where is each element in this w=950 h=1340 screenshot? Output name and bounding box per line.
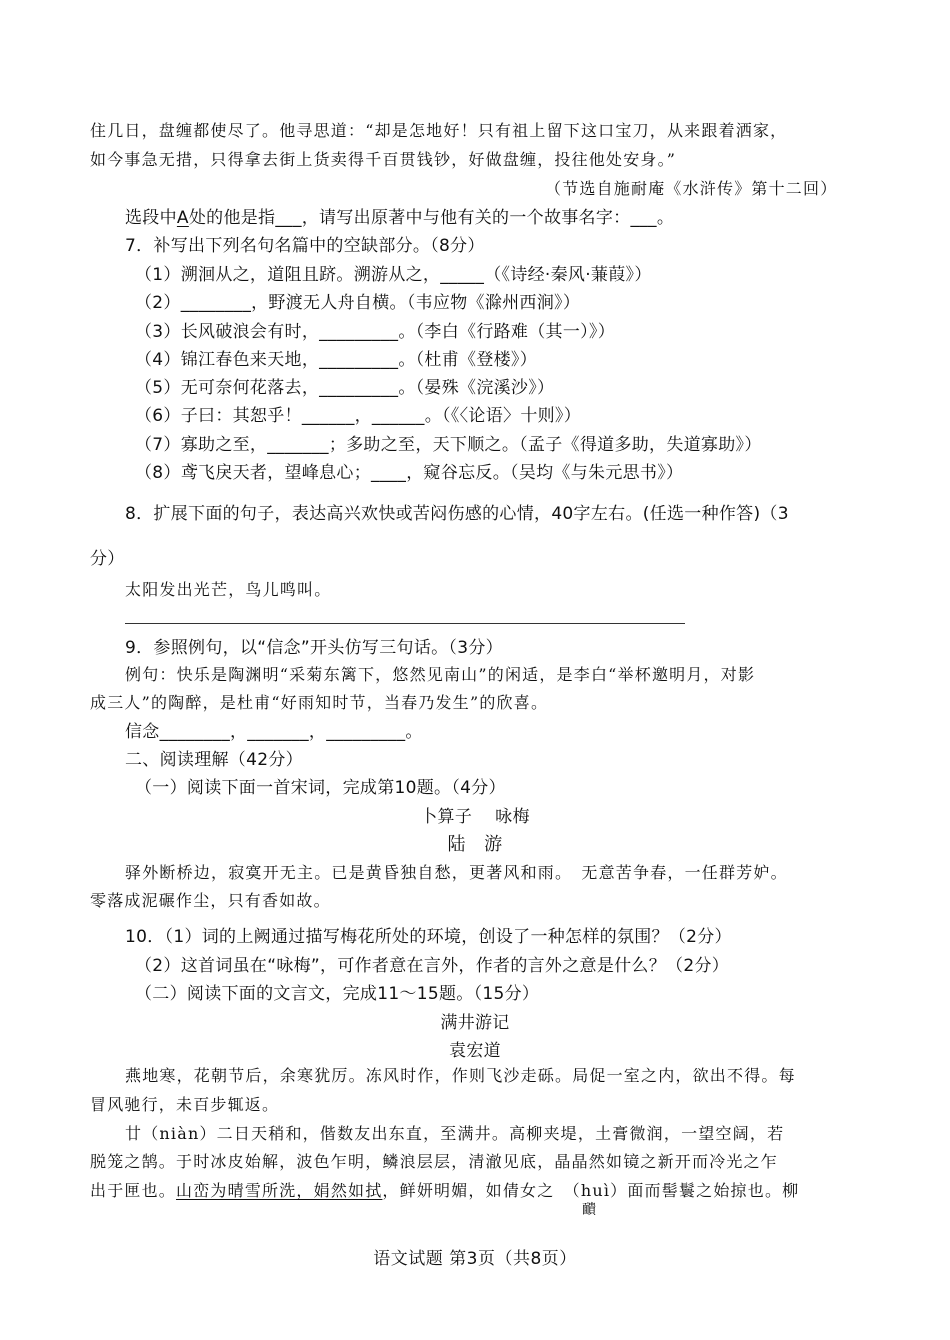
question-8-title-cont: 分） (90, 549, 125, 569)
question-7-item: （4）锦江春色来天地，_________。（杜甫《登楼》） (135, 350, 538, 370)
passage-line: 住几日，盘缠都使尽了。他寻思道：“却是怎地好！只有祖上留下这口宝刀，从来跟着洒家， (90, 121, 788, 140)
part-title: （二）阅读下面的文言文，完成11～15题。（15分） (135, 984, 540, 1004)
question-9-answer: 信念________，_______，_________。 (125, 722, 423, 742)
question-7-title: 7．补写出下列名句名篇中的空缺部分。（8分） (125, 236, 485, 256)
question-9-example: 成三人”的陶醉，是杜甫“好雨知时节，当春乃发生”的欣喜。 (90, 693, 549, 712)
poem-line: 驿外断桥边，寂寞开无主。已是黄昏独自愁，更著风和雨。 无意苦争春，一任群芳妒。 (125, 863, 788, 882)
passage-source: （节选自施耐庵《水浒传》第十二回） (545, 179, 838, 198)
question-7-item: （7）寡助之至，_______；多助之至，天下顺之。（孟子《得道多助，失道寡助》） (135, 435, 762, 455)
question-6: 选段中A处的他是指___，请写出原著中与他有关的一个故事名字：___。 (125, 208, 675, 228)
question-10-2: （2）这首词虽在“咏梅”，可作者意在言外，作者的言外之意是什么？（2分） (135, 956, 730, 976)
essay-line: 脱笼之鹄。于时冰皮始解，波色乍明，鳞浪层层，清澈见底，晶晶然如镜之新开而冷光之乍 (90, 1152, 779, 1171)
question-7-item: （2）________，野渡无人舟自横。（韦应物《滁州西涧》） (135, 293, 581, 313)
question-7-item: （3）长风破浪会有时，_________。（李白《行路难（其一）》） (135, 322, 616, 342)
section-title: 二、阅读理解（42分） (125, 750, 303, 770)
part-title: （一）阅读下面一首宋词，完成第10题。（4分） (135, 778, 506, 798)
essay-title: 满井游记 (440, 1013, 510, 1033)
poem-line: 零落成泥碾作尘，只有香如故。 (90, 891, 331, 910)
passage-line: 如今事急无措，只得拿去街上货卖得千百贯钱钞，好做盘缠，投往他处安身。” (90, 150, 677, 169)
underlined-phrase: 山峦为晴雪所洗，娟然如拭 (176, 1181, 383, 1200)
gloss-character: 靧 (582, 1202, 598, 1218)
page-footer: 语文试题 第3页（共8页） (373, 1249, 577, 1269)
question-7-item: （6）子曰：其恕乎！______，______。（《〈论语〉十则》） (135, 406, 582, 426)
essay-line: 廿（niàn）二日天稍和，偕数友出东直，至满井。高柳夹堤，土膏微润，一望空阔，若 (125, 1124, 785, 1143)
essay-line: 燕地寒，花朝节后，余寒犹厉。冻风时作，作则飞沙走砾。局促一室之内，欲出不得。每 (125, 1066, 796, 1085)
question-7-item: （1）溯洄从之，道阻且跻。溯游从之，_____（《诗经·秦风·蒹葭》） (135, 265, 652, 285)
question-9-example: 例句：快乐是陶渊明“采菊东篱下，悠然见南山”的闲适，是李白“举杯邀明月，对影 (125, 665, 756, 684)
essay-line: 冒风驰行，未百步辄返。 (90, 1095, 280, 1114)
question-9-title: 9．参照例句，以“信念”开头仿写三句话。（3分） (125, 638, 503, 658)
question-8-title: 8．扩展下面的句子，表达高兴欢快或苦闷伤感的心情，40字左右。(任选一种作答)（3 (125, 504, 789, 524)
essay-line: 出于匣也。山峦为晴雪所洗，娟然如拭，鲜妍明媚，如倩女之 （huì）面而髻鬟之始掠也。柳 (90, 1181, 800, 1200)
answer-line (125, 623, 685, 624)
essay-author: 袁宏道 (449, 1041, 501, 1061)
poem-title: 卜算子 咏梅 (420, 807, 530, 827)
question-7-item: （5）无可奈何花落去，_________。（晏殊《浣溪沙》） (135, 378, 555, 398)
question-10-1: 10．（1）词的上阙通过描写梅花所处的环境，创设了一种怎样的氛围？（2分） (125, 927, 732, 947)
poem-author: 陆 游 (447, 834, 503, 855)
question-7-item: （8）鸢飞戾天者，望峰息心；____，窥谷忘反。（吴均《与朱元思书》） (135, 463, 684, 483)
question-8-sentence: 太阳发出光芒，鸟儿鸣叫。 (125, 580, 332, 599)
